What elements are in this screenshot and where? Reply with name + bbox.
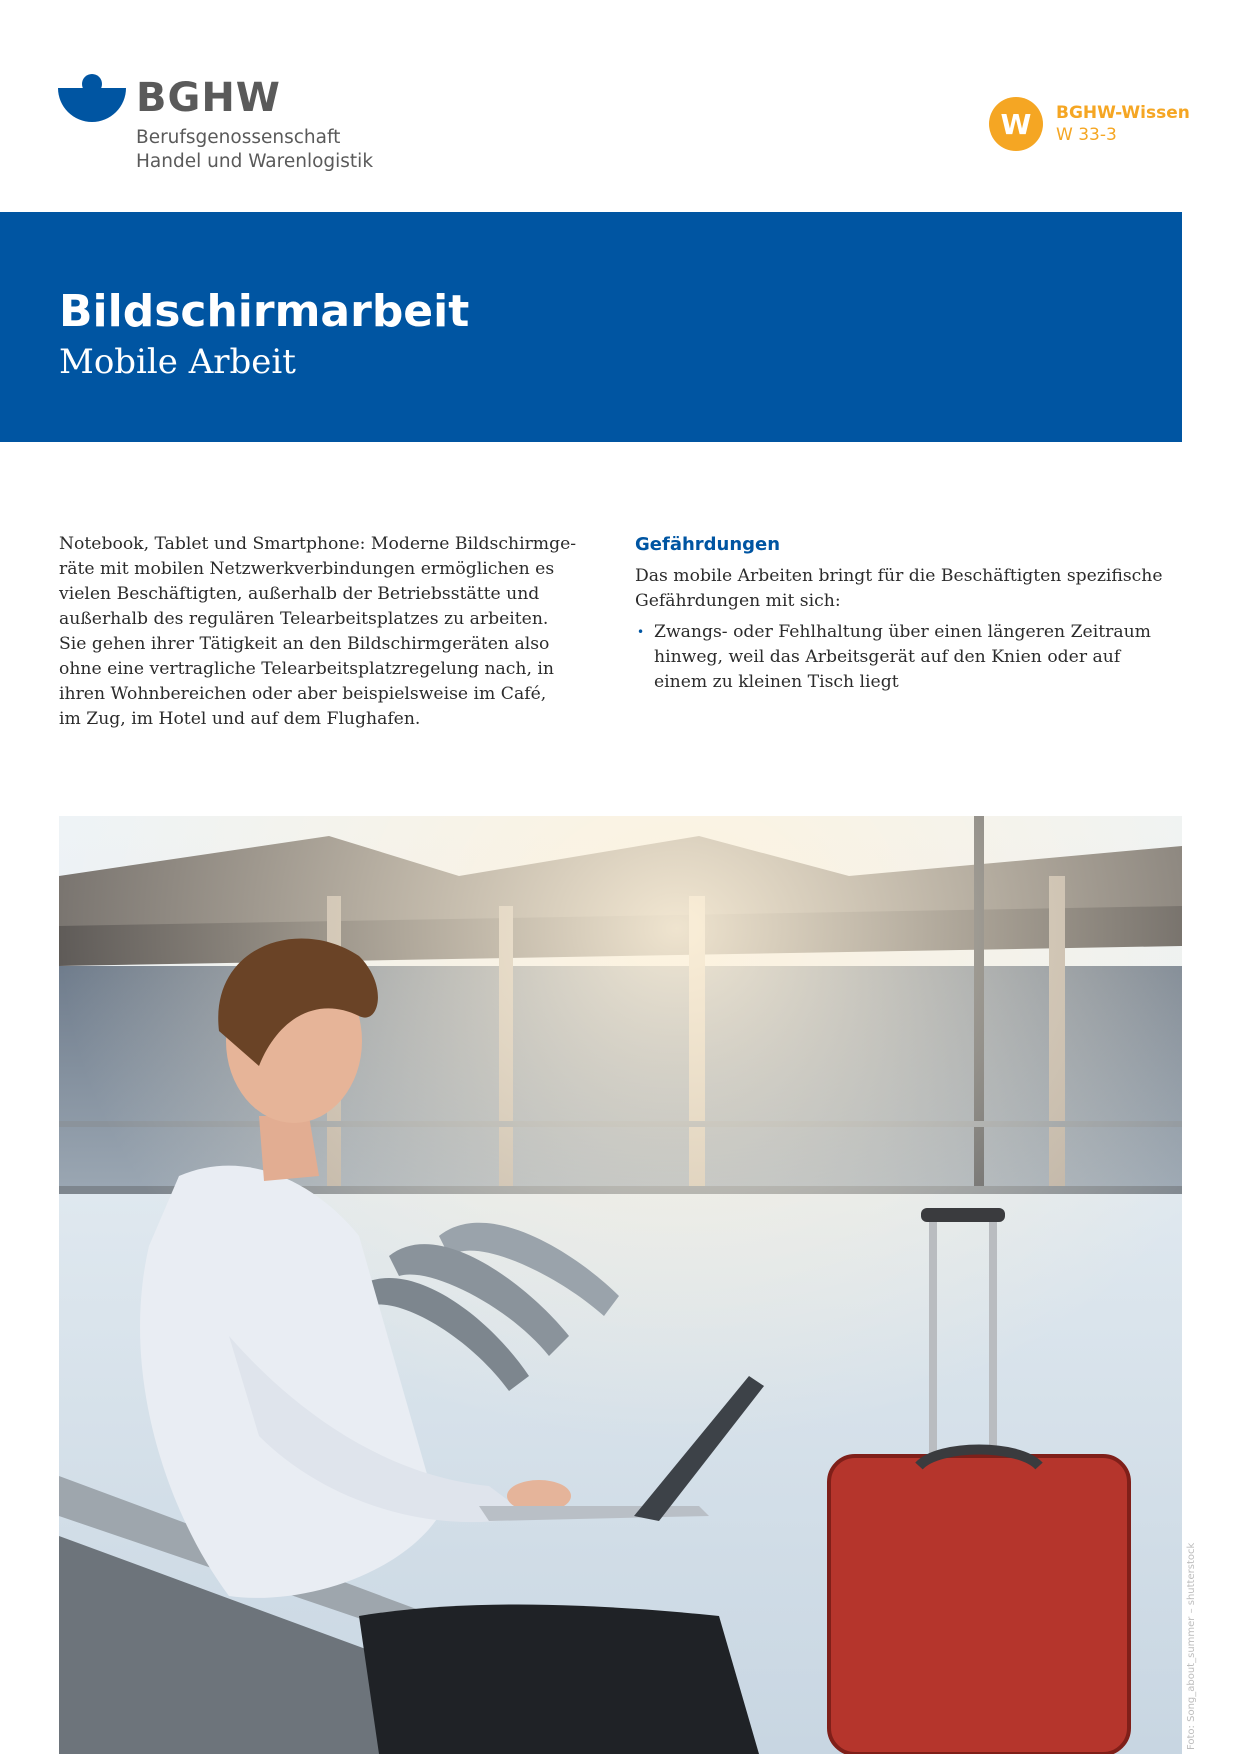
intro-line: im Zug, im Hotel und auf dem Flughafen. (59, 709, 421, 729)
logo-subtitle-line: Berufsgenossenschaft (136, 127, 341, 148)
intro-line: ohne eine vertragliche Telearbeitsplatzregelung nach, in (59, 659, 554, 679)
section-heading: Gefährdungen (635, 534, 781, 555)
airport-photo-illustration (59, 816, 1182, 1754)
hazards-section (635, 532, 1195, 695)
section-intro (635, 564, 1195, 614)
section-intro-line: Das mobile Arbeiten bringt für die Beschäftigten spezifische (635, 566, 1163, 586)
badge-title: BGHW-Wissen (1056, 103, 1190, 123)
page-subtitle: Mobile Arbeit (59, 342, 296, 382)
intro-line: außerhalb des regulären Telearbeitsplatzes zu arbeiten. (59, 609, 549, 629)
bullet-icon: • (637, 625, 645, 639)
intro-line: Sie gehen ihrer Tätigkeit an den Bildschirmgeräten also (59, 634, 550, 654)
hazard-bullet-item (635, 620, 1195, 695)
intro-paragraph (59, 532, 589, 732)
logo-name: BGHW (136, 75, 281, 121)
intro-line: ihren Wohnbereichen oder aber beispielsweise im Café, (59, 684, 547, 704)
photo-credit: Foto: Song_about_summer – shutterstock (1186, 1542, 1197, 1750)
airport-photo (59, 816, 1182, 1754)
logo-subtitle-line: Handel und Warenlogistik (136, 151, 374, 172)
badge-letter-icon: W (989, 97, 1043, 151)
bullet-line: einem zu kleinen Tisch liegt (654, 672, 899, 692)
bghw-logo (58, 74, 378, 184)
intro-line: vielen Beschäftigten, außerhalb der Betriebsstätte und (59, 584, 540, 604)
bghw-logo-icon (58, 74, 126, 124)
bullet-text (654, 620, 1195, 695)
section-intro-line: Gefährdungen mit sich: (635, 591, 841, 611)
badge-code: W 33-3 (1056, 125, 1117, 145)
bullet-line: hinweg, weil das Arbeitsgerät auf den Knien oder auf (654, 647, 1121, 667)
logo-subtitle (136, 126, 373, 174)
bullet-line: Zwangs- oder Fehlhaltung über einen längeren Zeitraum (654, 622, 1151, 642)
title-banner (0, 212, 1182, 442)
page-title: Bildschirmarbeit (59, 286, 470, 337)
series-badge (989, 97, 1189, 157)
intro-line: räte mit mobilen Netzwerkverbindungen ermöglichen es (59, 559, 555, 579)
intro-line: Notebook, Tablet und Smartphone: Moderne Bildschirmge- (59, 534, 577, 554)
